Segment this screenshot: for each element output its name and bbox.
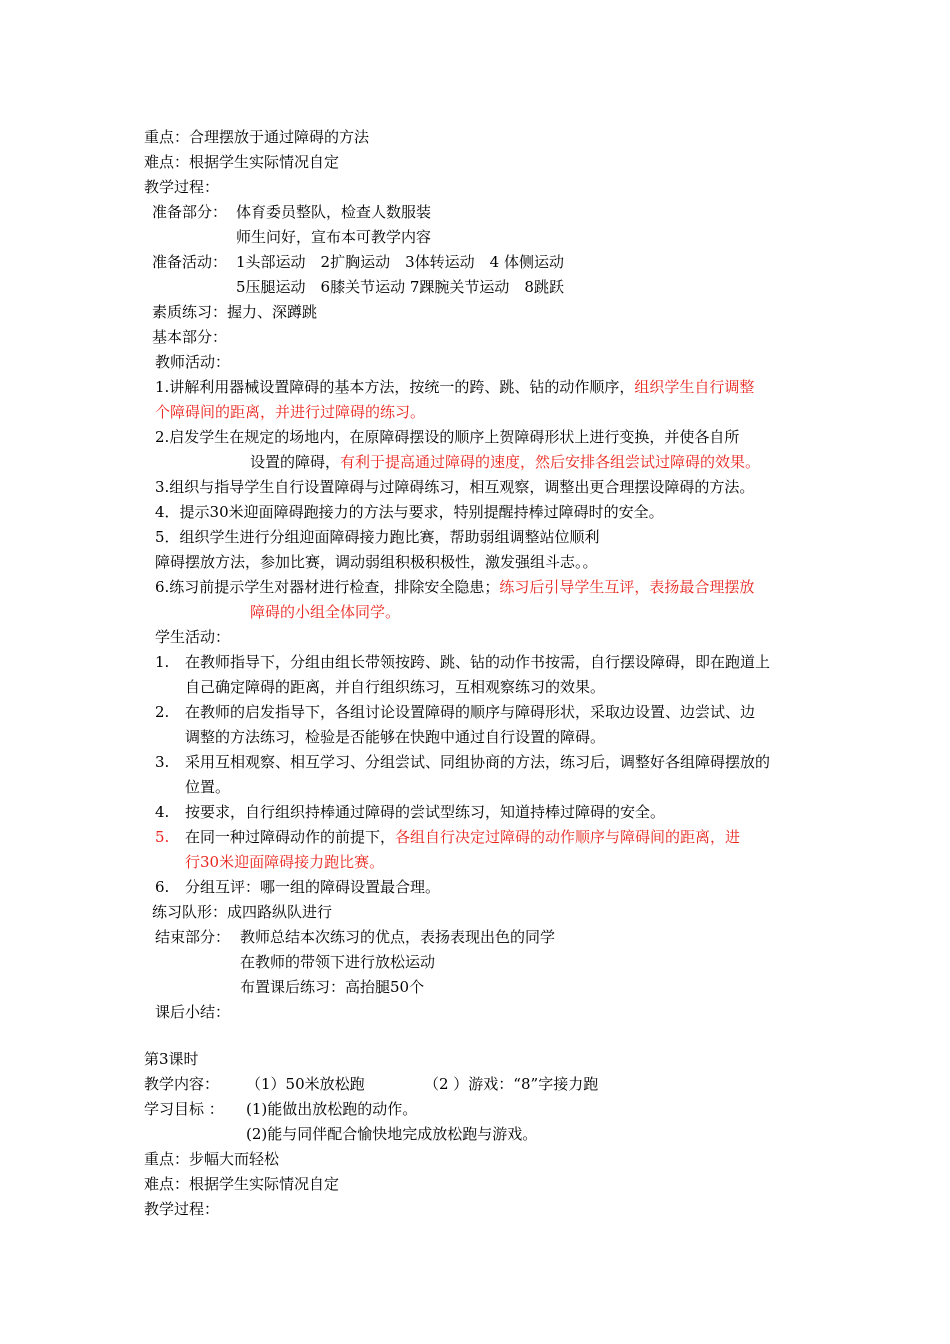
teacher-item [155, 377, 754, 397]
end-item: 在教师的带领下进行放松运动 [240, 953, 436, 971]
summary-heading: 课后小结： [155, 1003, 231, 1021]
text-run: 1.讲解利用器械设置障碍的基本方法，按统一的跨、跳、钻的动作顺序， [155, 378, 635, 396]
prep-item: 师生问好，宣布本可教学内容 [236, 228, 432, 246]
teacher-item: 3.组织与指导学生自行设置障碍与过障碍练习，相互观察，调整出更合理摆设障碍的方法。 [155, 478, 755, 496]
text-run: 6.练习前提示学生对器材进行检查，排除安全隐患； [155, 578, 500, 596]
text-run: 在同一种过障碍动作的前提下， [185, 828, 396, 846]
goal-label: 学习目标 ： [144, 1100, 224, 1118]
list-number: 2. [155, 703, 170, 721]
student-item: 采用互相观察、相互学习、分组尝试、同组协商的方法，练习后，调整好各组障碍摆放的 [185, 753, 771, 771]
warmup-item: 1头部运动 2扩胸运动 3体转运动 4 体侧运动 [236, 253, 564, 271]
student-item-continued: 位置。 [185, 778, 231, 796]
highlighted-text: 组织学生自行调整 [634, 378, 755, 396]
prep-label: 准备部分： [152, 203, 228, 221]
prep-item: 体育委员整队，检查人数服装 [236, 203, 432, 221]
list-number: 6. [155, 878, 170, 896]
basic-heading: 基本部分： [152, 328, 228, 346]
difficulty-line: 难点：根据学生实际情况自定 [144, 153, 340, 171]
lesson-title: 第3课时 [144, 1050, 199, 1068]
content-label: 教学内容： [144, 1075, 220, 1093]
teacher-item: 2.启发学生在规定的场地内，在原障碍摆设的顺序上贺障碍形状上进行变换，并使各自所 [155, 428, 740, 446]
student-item-continued: 调整的方法练习，检验是否能够在快跑中通过自行设置的障碍。 [185, 728, 606, 746]
focus-line: 重点：步幅大而轻松 [144, 1150, 280, 1168]
highlighted-text: 有利于提高通过障碍的速度，然后安排各组尝试过障碍的效果。 [340, 453, 761, 471]
content-item: （1）50米放松跑 [246, 1075, 365, 1093]
list-number: 4. [155, 803, 170, 821]
list-number: 3. [155, 753, 170, 771]
teacher-item: 4．提示30米迎面障碍跑接力的方法与要求，特别提醒持棒过障碍时的安全。 [155, 503, 664, 521]
warmup-item: 5压腿运动 6膝关节运动 7踝腕关节运动 8跳跃 [236, 278, 564, 296]
goal-item: (2)能与同伴配合愉快地完成放松跑与游戏。 [246, 1125, 538, 1143]
highlighted-text: 障碍的小组全体同学。 [250, 603, 401, 621]
teacher-heading: 教师活动： [155, 353, 231, 371]
quality-line: 素质练习：握力、深蹲跳 [152, 303, 318, 321]
goal-item: (1)能做出放松跑的动作。 [246, 1100, 418, 1118]
list-number: 1. [155, 653, 170, 671]
teacher-item-continued: 障碍摆放方法，参加比赛，调动弱组积极积极性，激发强组斗志。。 [155, 553, 598, 571]
list-number: 5. [155, 828, 170, 846]
student-heading: 学生活动： [155, 628, 231, 646]
student-item: 在教师的启发指导下，各组讨论设置障碍的顺序与障碍形状，采取边设置、边尝试、边 [185, 703, 756, 721]
student-item: 按要求，自行组织持棒通过障碍的尝试型练习，知道持棒过障碍的安全。 [185, 803, 666, 821]
highlighted-text: 行30米迎面障碍接力跑比赛。 [185, 853, 385, 871]
teacher-item: 5．组织学生进行分组迎面障碍接力跑比赛，帮助弱组调整站位顺利 [155, 528, 600, 546]
end-label: 结束部分： [155, 928, 231, 946]
student-item: 在教师指导下，分组由组长带领按跨、跳、钻的动作书按需，自行摆设障碍，即在跑道上 [185, 653, 771, 671]
process-heading: 教学过程： [144, 1200, 220, 1218]
formation-line: 练习队形：成四路纵队进行 [152, 903, 333, 921]
highlighted-text: 个障碍间的距离，并进行过障碍的练习。 [155, 403, 426, 421]
content-item: （2 ）游戏：“8”字接力跑 [424, 1075, 599, 1093]
student-item [185, 827, 740, 847]
highlighted-text: 各组自行决定过障碍的动作顺序与障碍间的距离，进 [395, 828, 741, 846]
focus-line: 重点：合理摆放于通过障碍的方法 [144, 128, 370, 146]
process-heading: 教学过程： [144, 178, 220, 196]
teacher-item-continued [250, 452, 760, 472]
difficulty-line: 难点：根据学生实际情况自定 [144, 1175, 340, 1193]
end-item: 教师总结本次练习的优点，表扬表现出色的同学 [240, 928, 556, 946]
warmup-label: 准备活动： [152, 253, 228, 271]
student-item-continued: 自己确定障碍的距离，并自行组织练习，互相观察练习的效果。 [185, 678, 606, 696]
student-item: 分组互评：哪一组的障碍设置最合理。 [185, 878, 441, 896]
teacher-item [155, 577, 754, 597]
text-run: 设置的障碍， [250, 453, 341, 471]
highlighted-text: 练习后引导学生互评，表扬最合理摆放 [499, 578, 755, 596]
end-item: 布置课后练习：高抬腿50个 [240, 978, 425, 996]
